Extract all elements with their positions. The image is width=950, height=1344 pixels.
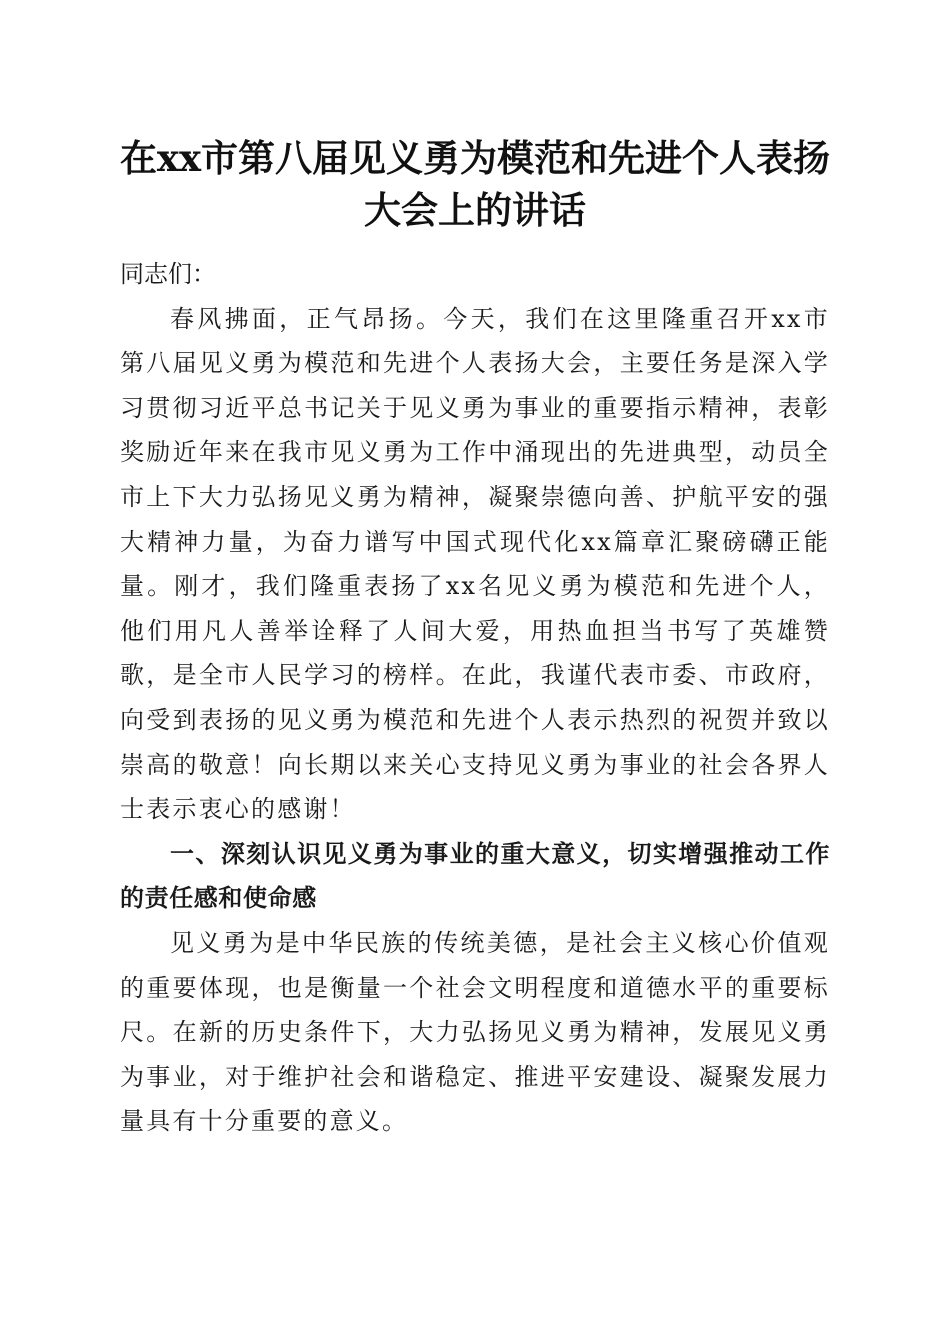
title-line-1: 在xx市第八届见义勇为模范和先进个人表扬 <box>119 136 831 180</box>
opening-paragraph: 春风拂面，正气昂扬。今天，我们在这里隆重召开xx市第八届见义勇为模范和先进个人表扬大会，主要任务是深入学习贯彻习近平总书记关于见义勇为事业的重要指示精神，表彰奖励近年来在我市见义勇为工作中涌现出的先进典型，动员全市上下大力弘扬见义勇为精神，凝聚崇德向善、护航平安的强大精神力量，为奋力谱写中国式现代化xx篇章汇聚磅礴正能量。刚才，我们隆重表扬了xx名见义勇为模范和先进个人，他们用凡人善举诠释了人间大爱，用热血担当书写了英雄赞歌，是全市人民学习的榜样。在此，我谨代表市委、市政府，向受到表扬的见义勇为模范和先进个人表示热烈的祝贺并致以崇高的敬意！向长期以来关心支持见义勇为事业的社会各界人士表示衷心的感谢！ <box>120 304 830 824</box>
section-1-heading: 一、深刻认识见义勇为事业的重大意义，切实增强推动工作的责任感和使命感 <box>120 839 830 913</box>
document-body <box>120 252 830 1144</box>
section-1-paragraph: 见义勇为是中华民族的传统美德，是社会主义核心价值观的重要体现，也是衡量一个社会文明程度和道德水平的重要标尺。在新的历史条件下，大力弘扬见义勇为精神，发展见义勇为事业，对于维护社会和谐稳定、推进平安建设、凝聚发展力量具有十分重要的意义。 <box>120 928 830 1136</box>
document-title <box>100 132 850 236</box>
greeting: 同志们： <box>120 260 216 288</box>
title-line-2: 大会上的讲话 <box>364 188 586 232</box>
